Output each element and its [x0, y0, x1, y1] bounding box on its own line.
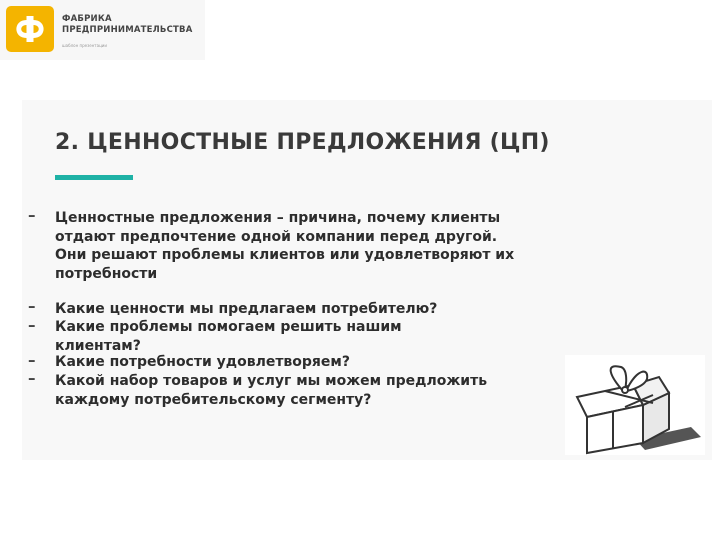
- question-item: Какие потребности удовлетворяем?: [55, 354, 350, 370]
- brand-line-1: ФАБРИКА: [62, 14, 112, 24]
- brand-line-2: ПРЕДПРИНИМАТЕЛЬСТВА: [62, 25, 193, 35]
- bullet-dash: –: [28, 297, 36, 315]
- bullet-dash: –: [28, 206, 36, 224]
- ff-monogram-icon: [11, 14, 49, 44]
- brand-name: [62, 14, 192, 36]
- definition-text: Ценностные предложения – причина, почему клиенты отдают предпочтение одной компании перед другой. Они решают проблемы клиентов или удовлетворяют их потребности: [55, 210, 515, 282]
- title-accent-bar: [55, 175, 133, 180]
- bullet-dash: –: [28, 369, 36, 387]
- bullet-dash: –: [28, 351, 36, 369]
- gift-box-icon: [565, 355, 705, 455]
- logo-badge: [6, 6, 54, 52]
- brand-tagline: шаблон презентации: [62, 43, 107, 48]
- question-item: Какой набор товаров и услуг мы можем предложить каждому потребительскому сегменту?: [55, 373, 488, 408]
- question-item: Какие ценности мы предлагаем потребителю?: [55, 301, 438, 317]
- bullet-dash: –: [28, 316, 36, 334]
- question-item: Какие проблемы помогаем решить нашим клиентам?: [55, 319, 402, 354]
- slide-title: 2. ЦЕННОСТНЫЕ ПРЕДЛОЖЕНИЯ (ЦП): [55, 130, 550, 155]
